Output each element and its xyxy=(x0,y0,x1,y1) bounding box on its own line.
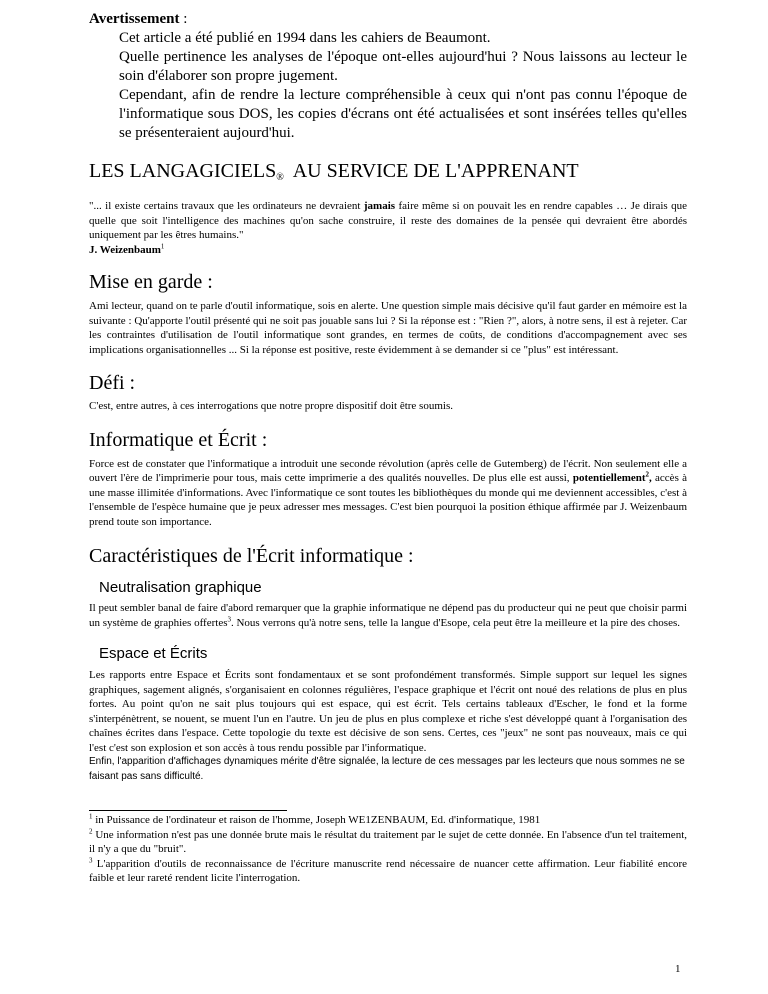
neutralisation-text-1: Il peut sembler banal de faire d'abord remarquer que la graphie informatique ne dépend pas du producteur qui ne peut que choisir parmi un système de graphies offertes xyxy=(89,602,687,629)
quote-author xyxy=(89,243,687,258)
warning-lines xyxy=(119,29,687,143)
quote-text xyxy=(89,199,687,243)
warning-line-1: Cet article a été publié en 1994 dans les cahiers de Beaumont. xyxy=(119,30,491,46)
warning-line-2: Quelle pertinence les analyses de l'époque ont-elles aujourd'hui ? Nous laissons au lecteur le soin d'élaborer son propre jugement. xyxy=(119,49,687,84)
registered-mark: ® xyxy=(276,172,284,183)
informatique-bold-comma: , xyxy=(649,472,652,484)
heading-caracteristiques: Caractéristiques de l'Écrit informatique : xyxy=(89,545,414,567)
footnote-2-number: 2 xyxy=(89,826,93,835)
quote-author-name: J. Weizenbaum xyxy=(89,243,161,256)
mise-en-garde-text: Ami lecteur, quand on te parle d'outil informatique, sois en alerte. Une question simple mais décisive qu'il faut garder en mémoire est la suivante : Qu'apporte l'outil présenté qui ne soit pas jouable sans lui ? Si la réponse est : "Rien ?", alors, à notre sens, il est à rejeter. Car les contraintes d'utilisation de l'outil informatique sont grandes, en termes de coûts, de conditions d'accompagnement avec ses implications organisationnelles ... Si la réponse est positive, reste évidemment à se demander si ce "plus" est intéressant. xyxy=(89,300,687,356)
warning-colon: : xyxy=(179,11,188,27)
heading-defi: Défi : xyxy=(89,372,136,394)
footnote-ref-2: 2 xyxy=(645,470,650,479)
espace-text: Les rapports entre Espace et Écrits sont fondamentaux et se sont profondément transformés. Simple support sur lequel les signes graphiques, sagement alignés, s'organisaient en colonnes régulières, l'espace graphique et l'écrit ont noué des relations de plus en plus fortes. Au point qu'on ne sait plus toujours qui est espace, qui est écrit. Tels certains tableaux d'Escher, le fond et la forme s'interpénètrent, se nouent, se muent l'un en l'autre. Un jeu de plus en plus complexe et riche s'est développé quant à l'organisation des chaînes écrites dans l'espace. Cette topologie du texte est décisive de son sens. Certes, ces "jeux" ne sont pas nouveaux, mais ce qui l'est c'est son explosion et son accès à tous rendu possible par l'informatique. xyxy=(89,669,687,754)
footnote-separator xyxy=(89,810,287,811)
heading-espace: Espace et Écrits xyxy=(99,645,208,662)
page-content xyxy=(89,10,687,886)
footnote-ref-3: 3 xyxy=(227,614,231,623)
informatique-bold: potentiellement xyxy=(572,472,646,484)
warning-line-3: Cependant, afin de rendre la lecture compréhensible à ceux qui n'ont pas connu l'époque de l'informatique sous DOS, les copies d'écrans ont été actualisées et sont insérées telles qu'elles se présenteraient aujourd'hui. xyxy=(119,87,687,141)
quote-block xyxy=(89,199,687,257)
heading-informatique: Informatique et Écrit : xyxy=(89,428,268,451)
footnote-1 xyxy=(89,813,687,828)
footnotes xyxy=(89,813,687,886)
neutralisation-text-2: . Nous verrons qu'à notre sens, telle la langue d'Esope, cela peut être la meilleure et la pire des choses. xyxy=(230,616,680,629)
warning-block xyxy=(89,10,687,143)
page-number: 1 xyxy=(675,963,681,975)
footnote-2-text: Une information n'est pas une donnée brute mais le résultat du traitement par le sujet de cette donnée. En l'absence d'un tel traitement, il n'y a que du "bruit". xyxy=(89,828,687,855)
footnote-2 xyxy=(89,828,687,857)
espace-text-extra: Enfin, l'apparition d'affichages dynamiques mérite d'être signalée, la lecture de ces messages par les lecteurs que nous sommes ne se faisant pas sans difficulté. xyxy=(89,756,685,782)
informatique-text xyxy=(89,457,687,530)
heading-neutralisation: Neutralisation graphique xyxy=(99,579,262,596)
title-part-2: AU SERVICE DE L'APPRENANT xyxy=(283,160,579,182)
defi-text: C'est, entre autres, à ces interrogations que notre propre dispositif doit être soumis. xyxy=(89,400,453,412)
page-title xyxy=(89,159,687,187)
footnote-3 xyxy=(89,857,687,886)
neutralisation-text xyxy=(89,601,687,630)
footnote-1-number: 1 xyxy=(89,812,93,821)
warning-title-line xyxy=(89,10,687,29)
quote-text-1: "... il existe certains travaux que les ordinateurs ne devraient xyxy=(89,200,364,212)
warning-title: Avertissement xyxy=(89,11,180,27)
footnote-ref-1: 1 xyxy=(160,241,165,250)
footnote-3-text: L'apparition d'outils de reconnaissance de l'écriture manuscrite rend nécessaire de nuancer cette affirmation. Leur fiabilité encore faible et leur rareté rendent licite l'interrogation. xyxy=(89,857,687,884)
footnote-1-text: in Puissance de l'ordinateur et raison de l'homme, Joseph WE1ZENBAUM, Ed. d'informatique, 1981 xyxy=(92,814,541,826)
informatique-text-1: Force est de constater que l'informatique a introduit une seconde révolution (après celle de Gutemberg) de l'écrit. Non seulement elle a ouvert l'ère de l'imprimerie pour tous, mais cette imprimerie a des qualités nouvelles. De plus elle est aussi, xyxy=(89,457,687,484)
quote-text-2: faire même si on pouvait les en rendre capables … Je dirais que quelle que soit l'intelligence des machines qu'on sache construire, il reste des domaines de la pensée qui devraient être abordés uniquement par les êtres humains." xyxy=(89,200,687,241)
informatique-text-2: accès à une masse illimitée d'informations. Avec l'informatique ce sont toutes les bibliothèques du monde qui me deviennent accessibles, c'est à l'ensemble de l'espèce humaine que je peux adresser mes messages. C'est bien pourquoi la position éthique affirmée par J. Weizenbaum prend toute son importance. xyxy=(89,472,687,528)
quote-bold: jamais xyxy=(363,200,396,212)
footnote-3-number: 3 xyxy=(89,855,93,864)
title-part-1: LES LANGAGICIELS xyxy=(89,160,277,182)
heading-mise-en-garde: Mise en garde : xyxy=(89,271,213,293)
